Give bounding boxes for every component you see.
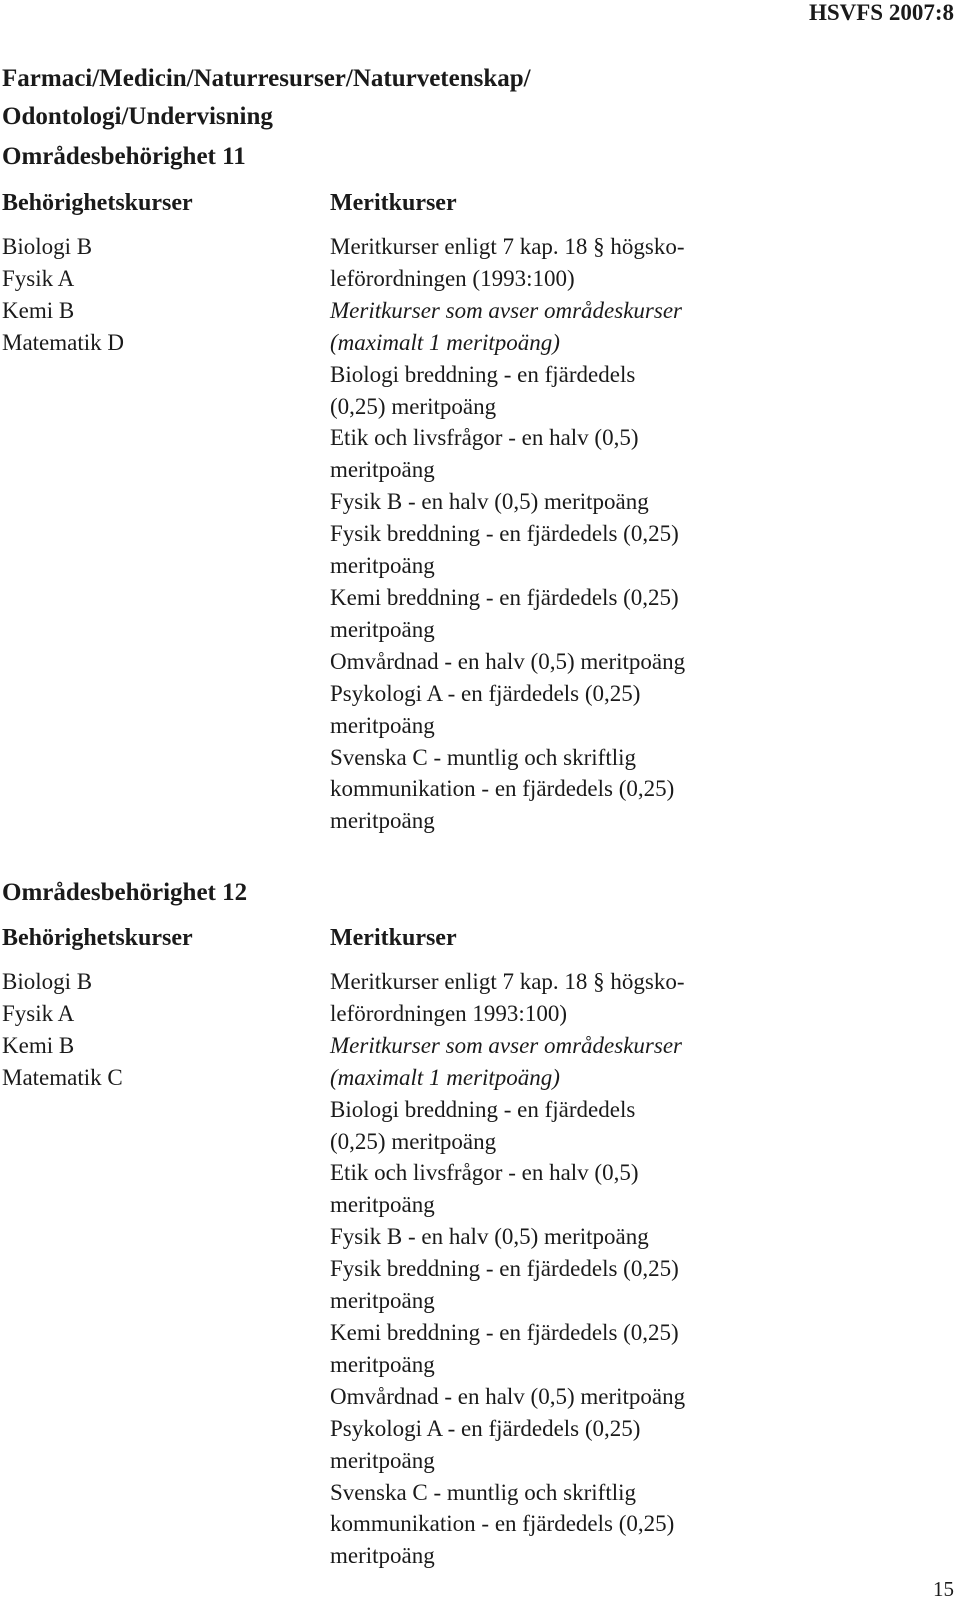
document-code: HSVFS 2007:8 <box>808 0 954 25</box>
list-item: Kemi breddning - en fjärdedels (0,25) <box>330 1319 679 1345</box>
list-item: kommunikation - en fjärdedels (0,25) <box>330 1511 675 1537</box>
list-item: meritpoäng <box>330 553 435 579</box>
list-item: kommunikation - en fjärdedels (0,25) <box>330 776 675 802</box>
list-item: meritpoäng <box>330 1543 435 1569</box>
list-item: Kemi B <box>2 1032 75 1058</box>
section-heading-12: Områdesbehörighet 12 <box>2 879 248 906</box>
list-item: Etik och livsfrågor - en halv (0,5) <box>330 425 639 451</box>
list-item: (maximalt 1 meritpoäng) <box>330 1064 560 1090</box>
list-item: (maximalt 1 meritpoäng) <box>330 329 560 355</box>
document-title-line-2: Odontologi/Undervisning <box>2 103 273 130</box>
list-item: Fysik breddning - en fjärdedels (0,25) <box>330 521 679 547</box>
list-item: Fysik A <box>2 1000 75 1026</box>
list-item: Psykologi A - en fjärdedels (0,25) <box>330 680 641 706</box>
list-item: meritpoäng <box>330 808 435 834</box>
list-item: Biologi B <box>2 234 93 259</box>
eligibility-course-list <box>2 231 124 359</box>
list-item: meritpoäng <box>330 1192 435 1218</box>
eligibility-course-list <box>2 966 123 1094</box>
list-item: Psykologi A - en fjärdedels (0,25) <box>330 1415 641 1441</box>
list-item: meritpoäng <box>330 1351 435 1377</box>
document-title-line-1: Farmaci/Medicin/Naturresurser/Naturvetenskap/ <box>2 65 531 92</box>
list-item: Meritkurser enligt 7 kap. 18 § högsko- <box>330 969 685 994</box>
list-item: meritpoäng <box>330 616 435 642</box>
list-item: Svenska C - muntlig och skriftlig <box>330 744 637 770</box>
list-item: Biologi breddning - en fjärdedels <box>330 361 636 387</box>
list-item: meritpoäng <box>330 1447 435 1473</box>
merit-course-list <box>330 966 685 1572</box>
list-item: meritpoäng <box>330 1288 435 1314</box>
eligibility-courses-heading: Behörighetskurser <box>2 925 193 951</box>
list-item: Kemi B <box>2 297 75 323</box>
list-item: Meritkurser enligt 7 kap. 18 § högsko- <box>330 234 685 259</box>
list-item: leförordningen 1993:100) <box>330 1000 567 1026</box>
section-heading-11: Områdesbehörighet 11 <box>2 143 246 170</box>
list-item: Biologi breddning - en fjärdedels <box>330 1096 636 1122</box>
list-item: meritpoäng <box>330 457 435 483</box>
eligibility-courses-heading: Behörighetskurser <box>2 190 193 216</box>
list-item: Omvårdnad - en halv (0,5) meritpoäng <box>330 1383 686 1409</box>
list-item: Matematik C <box>2 1064 123 1090</box>
merit-courses-heading: Meritkurser <box>330 925 457 951</box>
list-item: Fysik B - en halv (0,5) meritpoäng <box>330 1224 649 1250</box>
list-item: Fysik breddning - en fjärdedels (0,25) <box>330 1256 679 1282</box>
list-item: Svenska C - muntlig och skriftlig <box>330 1479 637 1505</box>
list-item: Fysik B - en halv (0,5) meritpoäng <box>330 489 649 515</box>
list-item: Kemi breddning - en fjärdedels (0,25) <box>330 584 679 610</box>
list-item: Biologi B <box>2 969 93 994</box>
list-item: Etik och livsfrågor - en halv (0,5) <box>330 1160 639 1186</box>
page-number: 15 <box>933 1577 954 1601</box>
list-item: Matematik D <box>2 329 124 355</box>
list-item: (0,25) meritpoäng <box>330 393 497 419</box>
list-item: leförordningen (1993:100) <box>330 265 575 291</box>
list-item: meritpoäng <box>330 712 435 738</box>
list-item: Meritkurser som avser områdeskurser <box>330 297 682 323</box>
list-item: Fysik A <box>2 265 75 291</box>
list-item: Omvårdnad - en halv (0,5) meritpoäng <box>330 648 686 674</box>
list-item: (0,25) meritpoäng <box>330 1128 497 1154</box>
merit-course-list <box>330 231 685 837</box>
merit-courses-heading: Meritkurser <box>330 190 457 216</box>
list-item: Meritkurser som avser områdeskurser <box>330 1032 682 1058</box>
